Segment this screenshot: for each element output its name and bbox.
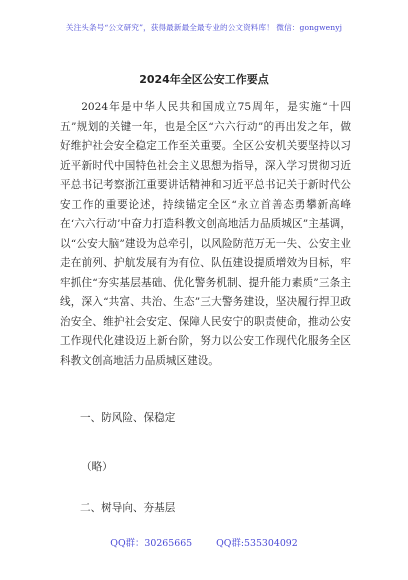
section-heading-1: 一、防风险、保稳定 [80, 412, 176, 424]
qq-group-left: QQ群：30265665 [110, 538, 193, 549]
document-title: 2024年全区公安工作要点 [139, 73, 269, 86]
intro-paragraph: 2024年是中华人民共和国成立75周年，是实施“十四五”规划的关键一年，也是全区“六六行动”的再出发之年，做好维护社会安全稳定工作至关重要。全区公安机关要坚持以习近平新时代中国特色社会主义思想为指导，深入学习贯彻习近平总书记考察浙江重要讲话精神和习近平总书记关于新时代公安工作的重要论述，持续锚定全区“永立首善态勇攀新高峰在‘六六行动’中奋力打造科教文创高地活力品质城区”主基调，以“公安大脑”建设为总牵引，以风险防范万无一失、公安主业走在前列、护航发展有为有位、队伍建设提质增效为目标，牢牢抓住“夯实基层基础、优化警务机制、提升能力素质”三条主线，深入“共富、共治、生态”三大警务建设，坚决履行捍卫政治安全、维护社会安定、保障人民安宁的职责使命，推动公安工作现代化建设迈上新台阶，努力以公安工作现代化服务全区科教文创高地活力品质城区建设。 [60, 101, 351, 367]
section-1-body: （略） [81, 461, 113, 473]
section-heading-2: 二、树导向、夯基层 [80, 502, 176, 514]
qq-group-right: QQ群:535304092 [216, 538, 298, 549]
header-banner: 关注头条号“公文研究”，获得最新最全最专业的公文资料库！ 微信：gongwenyj [65, 23, 343, 32]
footer [0, 535, 408, 549]
